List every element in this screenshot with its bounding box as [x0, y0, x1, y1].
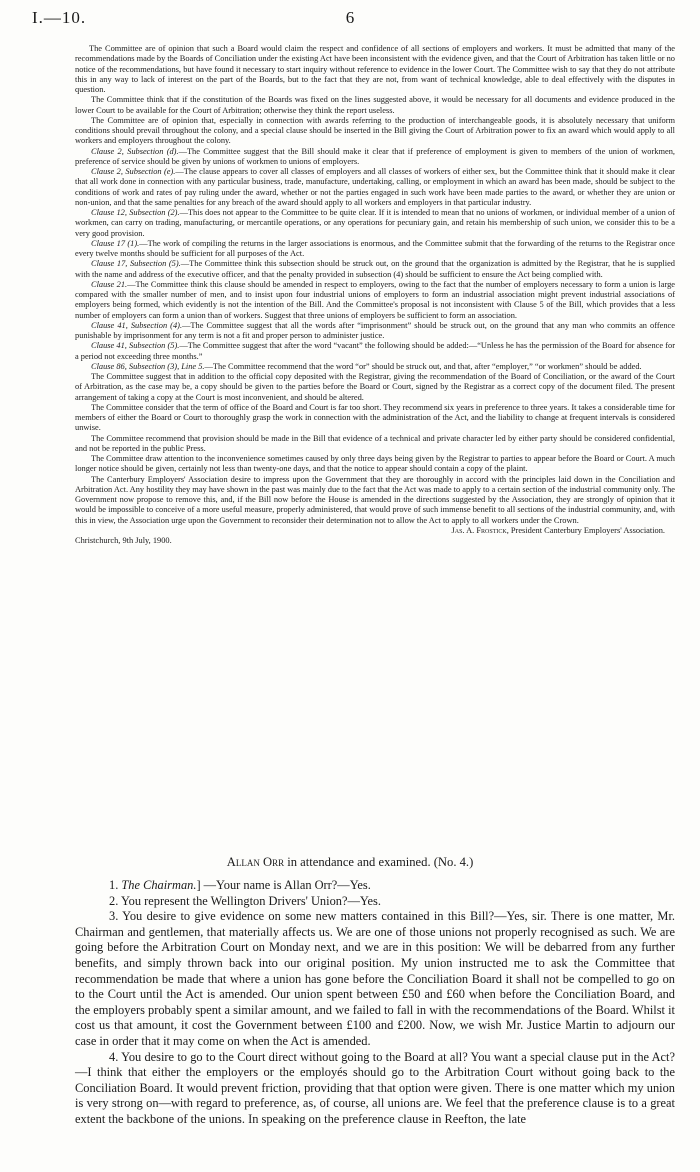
paragraph-text: —The Committee think this clause should be amended in respect to employers, owing to the fact that the number of employers necessary to form a union is large compared with the smaller number of men, and to insist upon four industrial unions of employers to form an industrial association might prevent industrial associations of employers being formed, which evidently is not the intention of the Bill. And the Committee's proposal is not inconsistent with Clause 5 of the Bill, which provides that a less number of employers can form a union than of workers. Suggest that three unions of employers be sufficient to form an association. [75, 279, 676, 320]
paragraph-text: —The Committee suggest that after the word “vacant” the following should be added:—“Unless he has the permission of the Board for absence for a period not exceeding three months.” [75, 341, 675, 361]
report-paragraph [75, 403, 675, 434]
signature-title: President Canterbury Employers' Association. [508, 525, 665, 535]
paragraph-text: The Committee are of opinion that such a Board would claim the respect and confidence of all sections of employers and workers. It must be admitted that many of the recommendations made by the Boards of Conciliation under the existing Act have been inconsistent with the evidence given, and that the Court of Arbitration has taken little or no notice of the recommendations, but have found it necessary to start inquiry without reference to evidence in the lower Court. The Committee wish to say that they do not attribute this in any way to lack of interest on the part of the Boards, but to the fact that they are not, from want of technical knowledge, able to deal effectively with the disputes in question. [75, 44, 675, 94]
report-paragraph [75, 239, 675, 260]
clause-reference: Clause 41, Subsection (5). [91, 341, 180, 351]
question-answer [75, 878, 675, 894]
clause-reference: Clause 2, Subsection (e). [91, 167, 176, 176]
paragraph-text: The Committee think that if the constitution of the Boards was fixed on the lines suggested above, it would be necessary for all documents and evidence produced in the lower Court to be available for the Court of Arbitration; otherwise they think the report useless. [75, 95, 675, 115]
speaker: The Chairman. [121, 878, 197, 892]
paragraph-text: —The Committee recommend that the word “or” should be struck out, and that, after “employer,” “or workmen” should be added. [204, 361, 642, 371]
paragraph-text: —The work of compiling the returns in the larger associations is enormous, and the Committee submit that the forwarding of the returns to the Registrar once every twelve months should be sufficient for all purposes of the Act. [75, 238, 675, 258]
clause-reference: Clause 21. [91, 279, 128, 289]
witness-name: Allan Orr [226, 855, 285, 869]
paragraph-text: The Committee draw attention to the inconvenience sometimes caused by only three days being given by the Registrar to parties to appear before the Board or Court. A much longer notice should be given, certainly not less than twenty-one days, and that the notice to appear should contain a copy of the plaint. [75, 454, 675, 474]
paragraph-text: —The clause appears to cover all classes of employers and all classes of workers of either sex, but the Committee think that it should make it clear that all work done in connection with any particular business, trade, manufacture, undertaking, calling, or employment in which an award has been made, should be subject to the conditions of work and rates of pay ruling under the award, whether or not the parties engaged in such work have been made parties to the award, or whether they are union or non-union, and that the same penalties for any breach of the award should apply to all workers and employers in that particular industry. [75, 167, 675, 207]
clause-reference: Clause 17, Subsection (5). [91, 259, 181, 269]
answer-text: ] —Your name is Allan Orr?—Yes. [196, 878, 371, 892]
report-paragraph [75, 372, 675, 403]
question-number: 2. [109, 893, 121, 908]
question-number: 3. [109, 909, 123, 924]
question-answer [75, 909, 675, 1049]
question-answer [75, 1050, 675, 1128]
report-paragraph [75, 434, 675, 455]
page-code: I.—10. [32, 8, 87, 27]
report-paragraphs [75, 44, 675, 526]
paragraph-text: The Committee are of opinion that, especially in connection with awards referring to the production of interchangeable goods, it is absolutely necessary that uniform conditions should prevail throughout the colony, and a special clause should be inserted in the Bill giving the Court of Arbitration power to fix an award which would apply to all workers and employers throughout the colony. [75, 115, 675, 146]
report-paragraph [75, 321, 675, 342]
report-paragraph [75, 280, 675, 321]
witness-heading [0, 855, 700, 870]
answer-text: You desire to give evidence on some new matters contained in this Bill?—Yes, sir. There is one matter, Mr. Chairman and gentlemen, that materially affects us. We are one of those unions not properly recognised as such. We are going before the Arbitration Court on Monday next, and we are in this position: We will be debarred from any further benefits, and simply thrown back into our original position. My union instructed me to ask the Committee that recommendation be made that where a union has gone before the Conciliation Board it shall not be compelled to go on to the Court until the Act is amended. Our union spent between £50 and £60 when before the Conciliation Board, and the employers probably spent a similar amount, and we failed to fall in with the recommendations of the Board. Whilst it cost us that amount, it cost the Government between £100 and £200. Now, we wish Mr. Justice Martin to adjourn our case in order that it may come on when the Act is amended. [75, 909, 675, 1048]
report-paragraph [75, 44, 675, 95]
witness-heading-rest: in attendance and examined. (No. 4.) [284, 855, 474, 869]
running-head [32, 8, 668, 28]
report-paragraph [75, 208, 675, 239]
date-line: Christchurch, 9th July, 1900. [75, 536, 172, 545]
report-paragraph [75, 95, 675, 116]
report-paragraph [75, 116, 675, 147]
report-paragraph [75, 454, 675, 475]
paragraph-text: The Canterbury Employers' Association desire to impress upon the Government that they are thoroughly in accord with the principles laid down in the Conciliation and Arbitration Act. Any hostility they may have shown in the past was mainly due to the fact that the Act was made to apply to a certain section of the industrial community only. The Government now propose to remove this, and, if the Bill now before the House is amended in the directions suggested by the Association, they are strongly of opinion that it would be impossible to conceive of a more useful measure, properly administered, that would prove of such immense benefit to all sections of the industrial community, and, with this in view, the Association urge upon the Government to reconsider their determination not to allow the Act to apply to all workers under the Crown. [75, 474, 675, 525]
paragraph-text: —The Committee suggest that the Bill should make it clear that if preference of employment is given to members of the union of workmen, preference of service should be given by unions of workmen to unions of employers. [75, 146, 675, 166]
clause-reference: Clause 17 (1). [91, 238, 140, 248]
question-answer [75, 894, 675, 910]
question-number: 4. [109, 1049, 122, 1064]
report-paragraph [75, 475, 675, 526]
signature-line [75, 526, 675, 536]
paragraph-text: —The Committee think this subsection should be struck out, on the ground that the organization is admitted by the Registrar, that he is supplied with the name and address of the executive officer, and that the penalty provided in subsection (4) should be sufficient to ensure the Act being complied with. [75, 259, 675, 279]
paragraph-text: The Committee consider that the term of office of the Board and Court is far too short. They recommend six years in preference to three years. It takes a considerable time for members of either the Board or Court to thoroughly grasp the work in connection with the administration of the Act, and the liability to change at frequent intervals is considered unwise. [75, 402, 675, 433]
clause-reference: Clause 2, Subsection (d). [91, 146, 179, 156]
paragraph-text: —The Committee suggest that all the words after “imprisonment” should be struck out, on the ground that any man who commits an offence punishable by imprisonment for any term is not a fit and proper person to administer justice. [75, 320, 675, 340]
report-paragraph [75, 259, 675, 280]
page-number: 6 [345, 8, 355, 27]
examination-transcript [75, 878, 675, 1128]
clause-reference: Clause 41, Subsection (4). [91, 320, 183, 330]
report-paragraph [75, 362, 675, 372]
signature-name: Jas. A. Frostick, [451, 525, 509, 535]
answer-text: You desire to go to the Court direct without going to the Board at all? You want a special clause put in the Act?—I think that either the employers or the employés should go to the Arbitration Court without going back to the Conciliation Board. It would prevent friction, providing that that option were given. There is one matter which my union is very strong on—with regard to preference, as, of course, all unions are. We feel that the preference clause is to a great extent the backbone of the unions. In speaking on the preference clause in Reefton, the late [75, 1049, 675, 1126]
clause-reference: Clause 86, Subsection (3), Line 5. [91, 361, 205, 371]
report-paragraph [75, 341, 675, 362]
committee-report [75, 44, 675, 546]
question-number: 1. [109, 878, 122, 892]
paragraph-text: The Committee recommend that provision should be made in the Bill that evidence of a technical and private character led by either party should be considered confidential, and not be reported in the public Press. [75, 433, 675, 453]
clause-reference: Clause 12, Subsection (2). [91, 208, 180, 217]
paragraph-text: The Committee suggest that in addition to the official copy deposited with the Registrar, giving the recommendation of the Board of Conciliation, or the award of the Court of Arbitration, as the case may be, a copy should be given to the parties before the Board or Court, signed by the Registrar as a correct copy of the document filed. The present arrangement of taking a copy at the Court is most inconvenient, and should be altered. [75, 372, 675, 402]
report-paragraph [75, 147, 675, 168]
paragraph-text: —This does not appear to the Committee to be quite clear. If it is intended to mean that no unions of workmen, or individual member of a union of workmen, can carry on trading, manufacturing, or mercantile operations, or any operations for pecuniary gain, and retain his membership of such union, we consider this to be a very good provision. [75, 208, 675, 238]
report-paragraph [75, 167, 675, 208]
answer-text: You represent the Wellington Drivers' Union?—Yes. [120, 893, 381, 908]
